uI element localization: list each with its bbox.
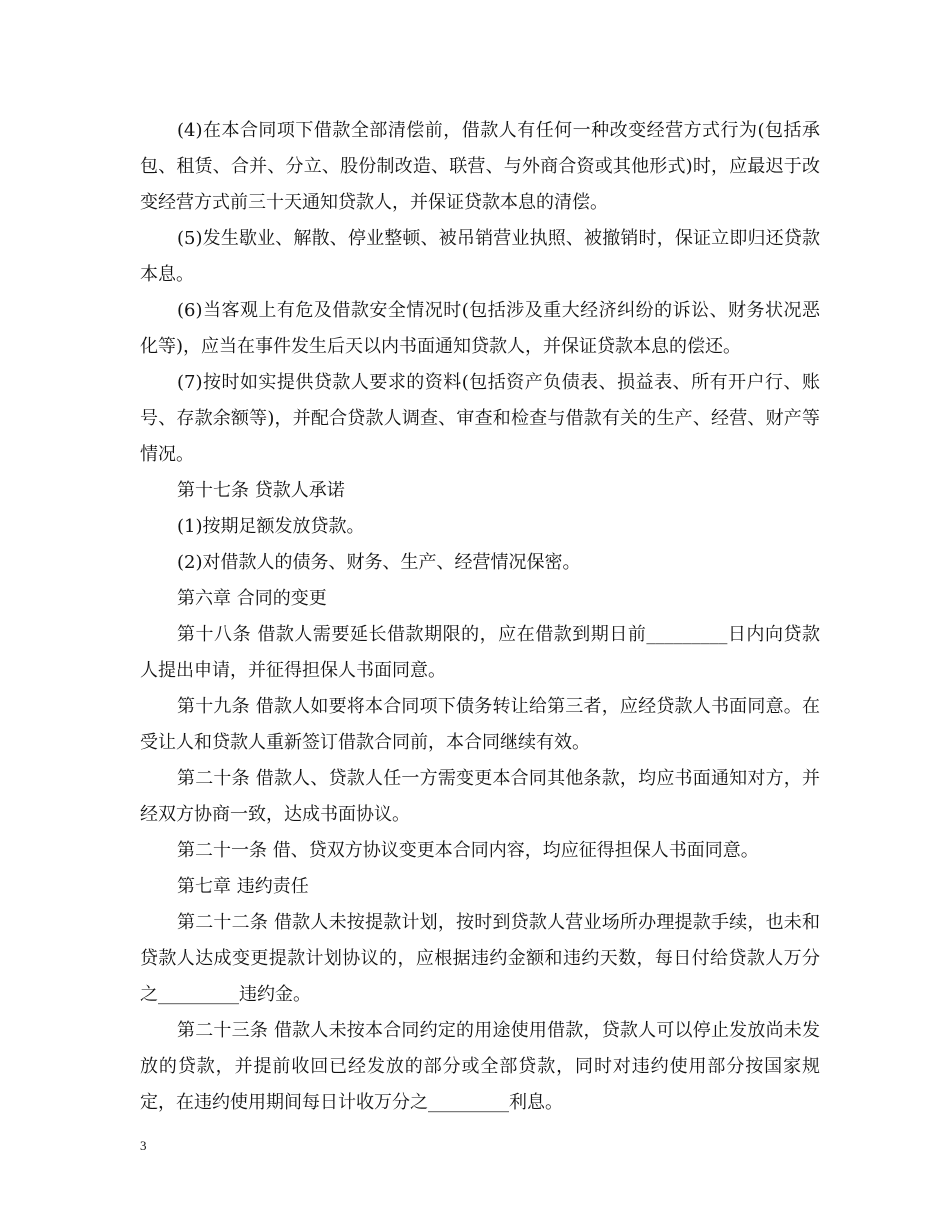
clause-paragraph: 第二十条 借款人、贷款人任一方需变更本合同其他条款，均应书面通知对方，并经双方协商一致，达成书面协议。 xyxy=(140,768,820,825)
clause-paragraph: (5)发生歇业、解散、停业整顿、被吊销营业执照、被撤销时，保证立即归还贷款本息。 xyxy=(140,228,820,285)
clause-paragraph: (4)在本合同项下借款全部清偿前，借款人有任何一种改变经营方式行为(包括承包、租赁、合并、分立、股份制改造、联营、与外商合资或其他形式)时，应最迟于改变经营方式前三十天通知贷款人，并保证贷款本息的清偿。 xyxy=(140,120,820,213)
clause-paragraph: 第二十一条 借、贷双方协议变更本合同内容，均应征得担保人书面同意。 xyxy=(177,840,759,861)
clause-paragraph: 第十八条 借款人需要延长借款期限的，应在借款到期日前_________日内向贷款人提出申请，并征得担保人书面同意。 xyxy=(140,624,820,681)
clause-paragraph: 第十九条 借款人如要将本合同项下债务转让给第三者，应经贷款人书面同意。在受让人和贷款人重新签订借款合同前，本合同继续有效。 xyxy=(140,696,820,753)
clause-paragraph: (2)对借款人的债务、财务、生产、经营情况保密。 xyxy=(177,552,581,573)
page-number: 3 xyxy=(140,1138,147,1153)
document-body xyxy=(140,113,820,1121)
chapter-heading: 第七章 违约责任 xyxy=(177,876,309,897)
clause-paragraph: (7)按时如实提供贷款人要求的资料(包括资产负债表、损益表、所有开户行、账号、存款余额等)，并配合贷款人调查、审查和检查与借款有关的生产、经营、财产等情况。 xyxy=(140,372,820,465)
clause-paragraph: 第二十三条 借款人未按本合同约定的用途使用借款，贷款人可以停止发放尚未发放的贷款，并提前收回已经发放的部分或全部贷款，同时对违约使用部分按国家规定，在违约使用期间每日计收万分之_________利息。 xyxy=(140,1020,820,1113)
chapter-heading: 第六章 合同的变更 xyxy=(177,588,327,609)
clause-paragraph: 第二十二条 借款人未按提款计划，按时到贷款人营业场所办理提款手续，也未和贷款人达成变更提款计划协议的，应根据违约金额和违约天数，每日付给贷款人万分之_________违约金。 xyxy=(140,912,820,1005)
clause-paragraph: (6)当客观上有危及借款安全情况时(包括涉及重大经济纠纷的诉讼、财务状况恶化等)，应当在事件发生后天以内书面通知贷款人，并保证贷款本息的偿还。 xyxy=(140,300,820,357)
clause-paragraph: (1)按期足额发放贷款。 xyxy=(177,516,365,537)
article-heading: 第十七条 贷款人承诺 xyxy=(177,480,345,501)
